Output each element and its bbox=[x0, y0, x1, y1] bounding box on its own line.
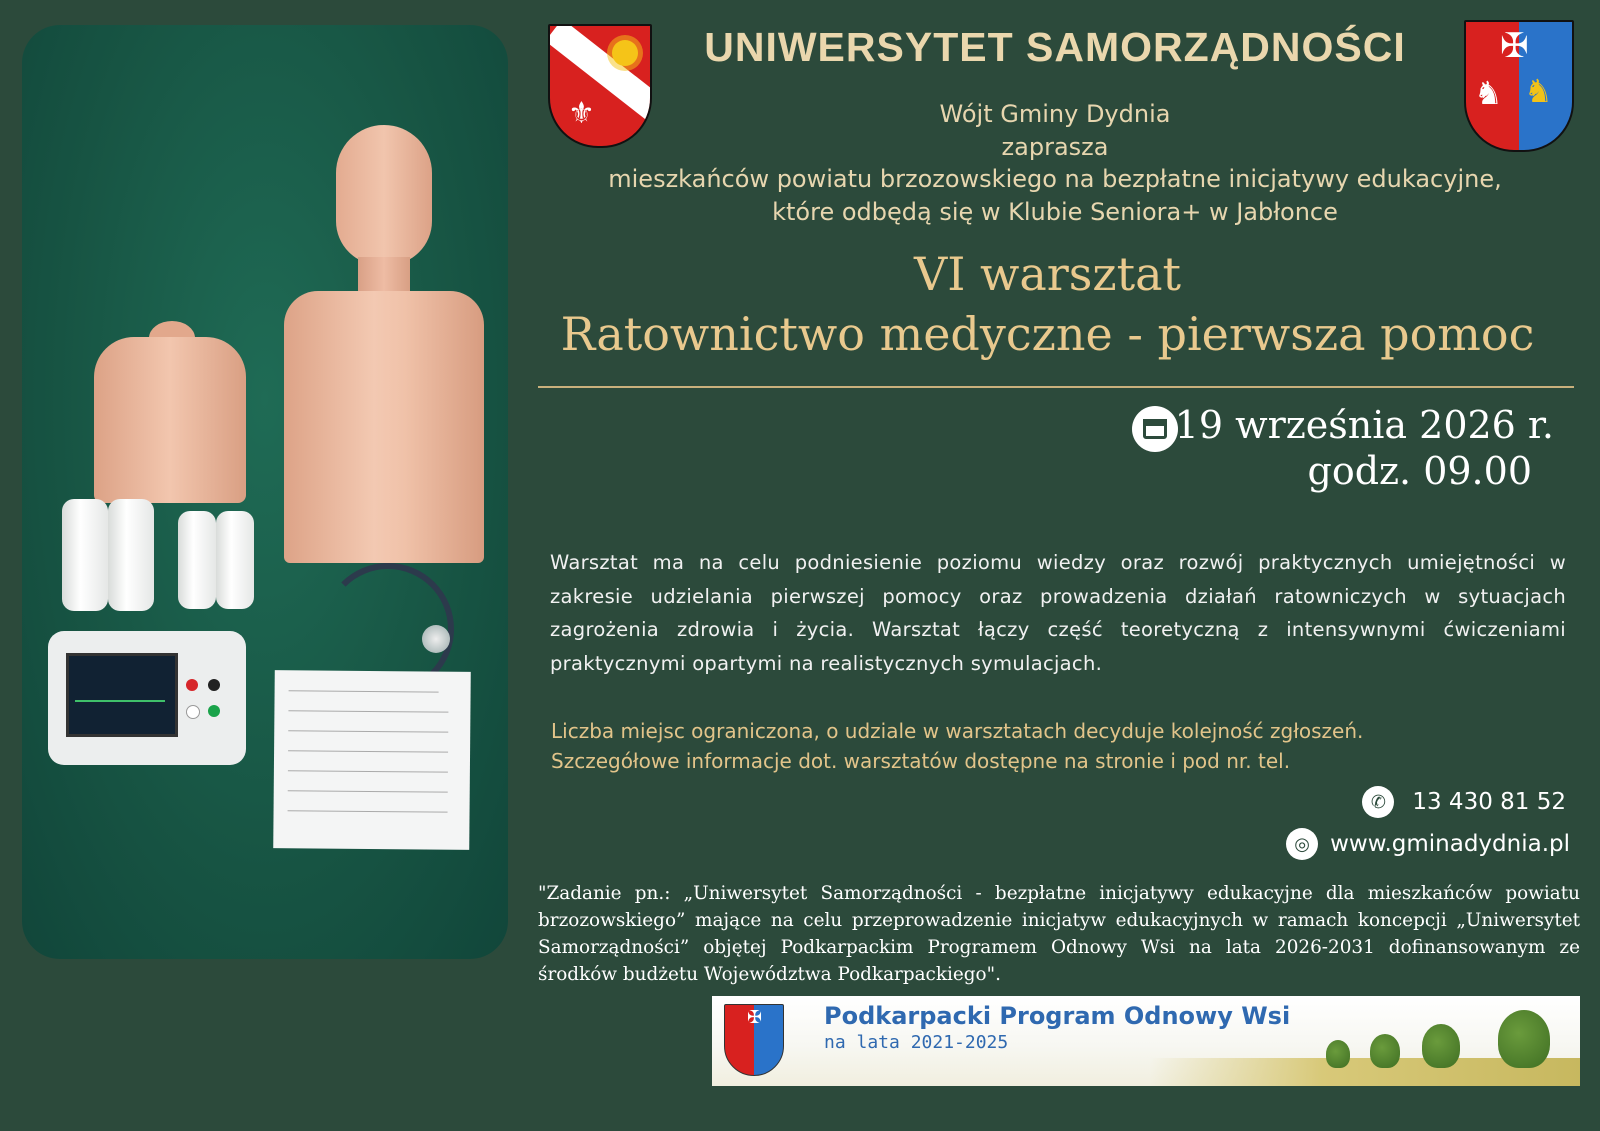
intro-line: Wójt Gminy Dydnia bbox=[939, 100, 1171, 128]
defibrillator-monitor bbox=[48, 631, 246, 765]
event-time: godz. 09.00 bbox=[1307, 449, 1532, 493]
workshop-name: Ratownictwo medyczne - pierwsza pomoc bbox=[560, 307, 1535, 361]
notice-line: Szczegółowe informacje dot. warsztatów dostępne na stronie i pod nr. tel. bbox=[551, 749, 1291, 773]
tree-icon bbox=[1498, 1010, 1550, 1068]
page-title: UNIWERSYTET SAMORZĄDNOŚCI bbox=[704, 24, 1406, 70]
globe-icon: ◎ bbox=[1286, 828, 1318, 860]
monitor-screen bbox=[66, 653, 178, 737]
phone-number[interactable]: 13 430 81 52 bbox=[1412, 789, 1566, 815]
website-link[interactable]: www.gminadydnia.pl bbox=[1330, 831, 1570, 857]
workshop-description: Warsztat ma na celu podniesienie poziomu wiedzy oraz rozwój praktycznych umiejętności w zakresie udzielania pierwszej pomocy oraz prowadzenia działań ratowniczych w sytuacjach zagrożenia zdrowia i życia. Warsztat łączy część teoretyczną z intensywnymi ćwiczeniami praktycznymi opartymi na realistycznych symulacjach. bbox=[550, 551, 1566, 675]
podkarpackie-crest-icon: ✠ bbox=[724, 1004, 784, 1076]
protocol-sheet bbox=[273, 670, 471, 850]
workshop-number: VI warsztat bbox=[913, 247, 1182, 301]
gmina-dydnia-coat-of-arms: ⚜ bbox=[548, 24, 652, 148]
program-banner bbox=[712, 996, 1580, 1086]
stethoscope-chestpiece bbox=[422, 625, 450, 653]
notice-line: Liczba miejsc ograniczona, o udziale w warsztatach decyduje kolejność zgłoszeń. bbox=[551, 719, 1364, 743]
banner-title: Podkarpacki Program Odnowy Wsi bbox=[824, 1002, 1291, 1030]
intro-line: zaprasza bbox=[1001, 132, 1109, 161]
phone-contact[interactable] bbox=[1362, 786, 1566, 818]
tree-icon bbox=[1422, 1024, 1460, 1068]
intro-line: mieszkańców powiatu brzozowskiego na bezpłatne inicjatywy edukacyjne, bbox=[608, 165, 1502, 193]
calendar-icon bbox=[1132, 406, 1178, 452]
phone-icon: ✆ bbox=[1362, 786, 1394, 818]
mannequin-torso bbox=[284, 291, 484, 563]
bandage-roll bbox=[178, 511, 216, 609]
intro-line: które odbędą się w Klubie Seniora+ w Jabłonce bbox=[772, 197, 1338, 226]
registration-notice bbox=[551, 716, 1571, 776]
mannequin-head bbox=[336, 125, 432, 265]
divider bbox=[538, 386, 1574, 388]
website-contact[interactable] bbox=[1286, 828, 1570, 860]
bandage-roll bbox=[216, 511, 254, 609]
bandage-roll bbox=[108, 499, 154, 611]
podkarpackie-coat-of-arms: ✠ ♞ ♞ bbox=[1464, 20, 1574, 152]
event-date-time bbox=[1175, 402, 1554, 494]
bandage-roll bbox=[62, 499, 108, 611]
child-mannequin-torso bbox=[94, 337, 246, 503]
workshop-equipment-photo bbox=[22, 25, 508, 959]
workshop-heading bbox=[515, 244, 1580, 364]
invitation-text bbox=[540, 98, 1570, 228]
tree-icon bbox=[1370, 1034, 1400, 1068]
funding-note: "Zadanie pn.: „Uniwersytet Samorządności - bezpłatne inicjatywy edukacyjne dla mieszkańców powiatu brzozowskiego” mające na celu przeprowadzenie inicjatyw edukacyjnych w ramach koncepcji „Uniwersytet Samorządności” objętej Podkarpackim Programem Odnowy Wsi na lata 2026-2031 dofinansowanym ze środków budżetu Województwa Podkarpackiego". bbox=[538, 883, 1580, 985]
banner-subtitle: na lata 2021-2025 bbox=[824, 1032, 1009, 1053]
event-date: 19 września 2026 r. bbox=[1174, 403, 1554, 447]
tree-icon bbox=[1326, 1040, 1350, 1068]
